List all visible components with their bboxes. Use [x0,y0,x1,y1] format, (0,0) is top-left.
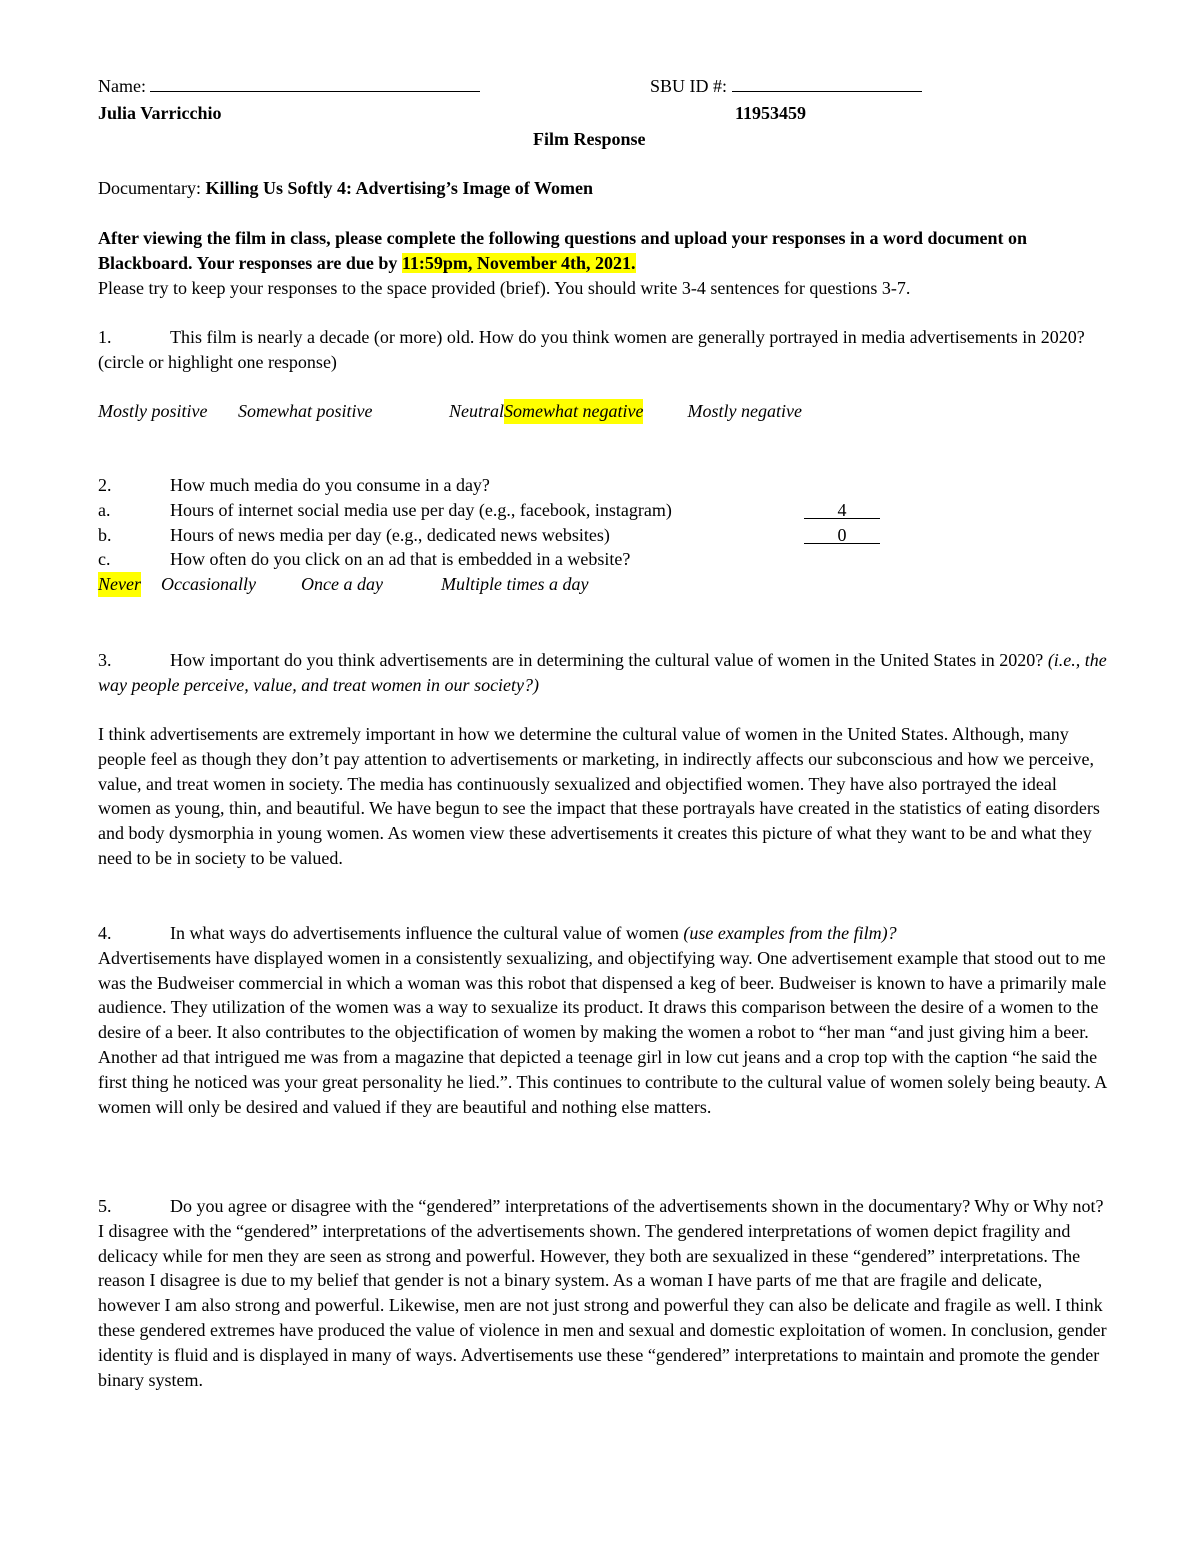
q3-number: 3. [98,650,112,670]
q3-italic: (i.e., the way people perceive, value, and treat women in our society?) [98,650,1107,695]
q2-option[interactable]: Multiple times a day [440,574,589,595]
q3-answer: I think advertisements are extremely important in how we determine the cultural value of women in the United States. Although, many people feel as though they don’t pay attention to advertisements or marketing, in indirectly affects our subconscious and how we perceive, value, and treat women in society. The media has continuously sexualized and objectified women. They have also portrayed the ideal women as young, thin, and beautiful. We have begun to see the impact that these portrayals have created in the statistics of eating disorders and body dysmorphia in young women. As women view these advertisements it creates this picture of what they want to be and what they need to be in society to be valued. [98,724,1100,868]
due-date: 11:59pm, November 4th, 2021. [401,252,636,273]
q5-text: Do you agree or disagree with the “gendered” interpretations of the advertisements shown in the documentary? Why or Why not? [170,1196,1104,1216]
q2-option[interactable]: Once a day [300,574,383,595]
instructions-note: Please try to keep your responses to the space provided (brief). You should write 3-4 sentences for questions 3-7. [98,277,911,298]
q2a-label: a. [98,499,111,520]
q1-number: 1. [98,327,112,347]
documentary-label: Documentary: [98,178,201,198]
q2b-label: b. [98,524,112,545]
q4-number: 4. [98,923,112,943]
question-5 [98,1194,1108,1392]
q1-text: This film is nearly a decade (or more) old. How do you think women are generally portrayed in media advertisements in 2020? (circle or highlight one response) [98,327,1085,372]
id-label: SBU ID #: [650,76,728,96]
q2-text: How much media do you consume in a day? [170,475,490,495]
q2b-text: Hours of news media per day (e.g., dedicated news websites) [170,524,610,545]
name-field [98,74,480,99]
q2-option[interactable]: Occasionally [160,574,256,595]
instructions [98,226,1108,300]
q2c-label: c. [98,549,111,570]
q2a-answer[interactable]: 4 [804,498,880,519]
documentary-line [98,176,593,201]
question-3 [98,648,1108,698]
q2c-text: How often do you click on an ad that is embedded in a website? [170,549,631,570]
q4-answer: Advertisements have displayed women in a consistently sexualizing, and objectifying way. One advertisement example that stood out to me was the Budweiser commercial in which a woman was this robot that dispensed a keg of beer. Budweiser is known to have a primarily male audience. They utilization of the women was a way to sexualize its product. It draws this comparison between the desire of a women to the desire of a beer. It also contributes to the objectification of women by making the women a robot to “her man “and just giving him a beer. Another ad that intrigued me was from a magazine that depicted a teenage girl in low cut jeans and a crop top with the caption “he said the first thing he noticed was your great personality he lied.”. This continues to contribute to the cultural value of women solely being beauty. A women will only be desired and valued if they are beautiful and nothing else matters. [98,947,1107,1117]
instructions-text: After viewing the film in class, please complete the following questions and upload your responses in a word document on Blackboard. Your responses are due by [98,228,1028,273]
q2c-options [98,572,1108,597]
q2b-answer[interactable]: 0 [804,523,880,544]
q1-option-selected[interactable]: Somewhat negative [504,399,643,424]
documentary-title: Killing Us Softly 4: Advertising’s Image of Women [205,178,593,198]
name-value: Julia Varricchio [98,103,222,123]
question-4 [98,921,1108,1119]
id-underline [732,75,922,92]
q2-option-selected[interactable]: Never [98,572,141,597]
page-title: Film Response [533,129,646,149]
q1-option[interactable]: Somewhat positive [238,401,373,421]
q4-text: In what ways do advertisements influence the cultural value of women [170,923,679,943]
question-1 [98,325,1108,375]
id-field [650,74,922,99]
q5-answer: I disagree with the “gendered” interpretations of the advertisements shown. The gendered interpretations of women depict fragility and delicacy while for men they are seen as strong and powerful. However, they both are sexualized in these “gendered” interpretations. The reason I disagree is due to my belief that gender is not a binary system. As a woman I have parts of me that are fragile and delicate, however I am also strong and powerful. Likewise, men are not just strong and powerful they can also be delicate and fragile as well. I think these gendered extremes have produced the value of violence in men and sexual and domestic exploitation of women. In conclusion, gender identity is fluid and is displayed in many of ways. Advertisements use these “gendered” interpretations to maintain and promote the gender binary system. [98,1220,1107,1390]
question-2 [98,473,1108,597]
q4-italic: (use examples from the film)? [683,923,897,943]
q1-options [98,399,802,424]
q2-number: 2. [98,475,112,495]
name-label: Name: [98,76,146,96]
q2a-text: Hours of internet social media use per day (e.g., facebook, instagram) [170,499,672,520]
q3-text: How important do you think advertisements are in determining the cultural value of women in the United States in 2020? [170,650,1044,670]
q1-option[interactable]: Mostly positive [98,401,208,421]
q5-number: 5. [98,1196,112,1216]
id-value: 11953459 [735,103,807,123]
q1-option[interactable]: Neutral [449,401,505,421]
q1-option[interactable]: Mostly negative [687,401,802,421]
name-underline [150,75,480,92]
